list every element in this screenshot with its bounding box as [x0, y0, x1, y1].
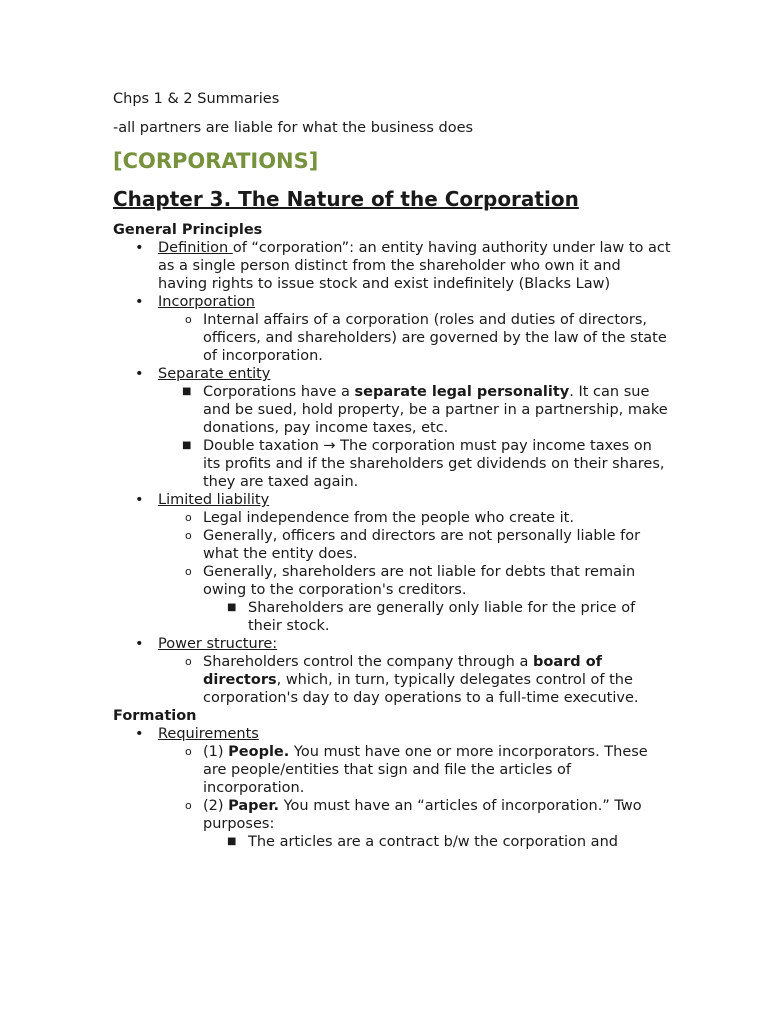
circle-bullet-icon: o — [185, 511, 192, 524]
bullet-icon: • — [135, 240, 144, 256]
formation-heading: Formation — [113, 708, 197, 724]
list-item-limited-liability — [113, 491, 673, 635]
list-item-requirements — [113, 725, 673, 851]
square-bullet-icon: ■ — [182, 440, 192, 451]
power-structure-label: Power structure: — [158, 636, 278, 652]
list-item: ■ Shareholders are generally only liable for the price of their stock. — [227, 600, 636, 634]
summary-note: Chps 1 & 2 Summaries — [113, 91, 280, 107]
circle-bullet-icon: o — [185, 799, 192, 812]
incorporation-label: Incorporation — [158, 294, 255, 310]
circle-bullet-icon: o — [185, 655, 192, 668]
definition-label: Definition — [158, 240, 233, 256]
general-principles-list — [113, 239, 673, 707]
list-item-separate-entity — [113, 365, 673, 491]
circle-bullet-icon: o — [185, 529, 192, 542]
corporations-heading: [CORPORATIONS] — [113, 149, 319, 173]
list-item-incorporation — [113, 293, 673, 365]
bullet-icon: • — [135, 366, 144, 382]
partners-note: -all partners are liable for what the business does — [113, 120, 474, 136]
list-item: ■ Double taxation → The corporation must pay income taxes on its profits and if the shareholders get dividends on their shares, they are taxed again. — [182, 438, 665, 490]
bullet-icon: • — [135, 636, 144, 652]
list-item: o (2) Paper. You must have an “articles of incorporation.” Two purposes: ■ The articles are a contract b/w the corporation and — [113, 797, 673, 851]
requirements-label: Requirements — [158, 726, 259, 742]
definition-text: of “corporation”: an entity having authority under law to act as a single person distinct from the shareholder who own it and having rights to issue stock and exist indefinitely (Blacks Law) — [158, 240, 671, 292]
limited-liability-label: Limited liability — [158, 492, 270, 508]
list-item-power-structure — [113, 635, 673, 707]
formation-list — [113, 725, 673, 851]
list-item: ■ The articles are a contract b/w the corporation and — [227, 834, 618, 850]
list-item: o Generally, officers and directors are not personally liable for what the entity does. — [185, 528, 641, 562]
document-page — [113, 90, 673, 851]
bullet-icon: • — [135, 294, 144, 310]
square-bullet-icon: ■ — [227, 602, 237, 613]
square-bullet-icon: ■ — [182, 386, 192, 397]
circle-bullet-icon: o — [185, 565, 192, 578]
list-item-definition — [113, 239, 673, 293]
separate-entity-label: Separate entity — [158, 366, 271, 382]
circle-bullet-icon: o — [185, 745, 192, 758]
bullet-icon: • — [135, 726, 144, 742]
list-item: o (1) People. You must have one or more incorporators. These are people/entities that sign and file the articles of incorporation. — [185, 744, 648, 796]
square-bullet-icon: ■ — [227, 836, 237, 847]
list-item: o Internal affairs of a corporation (roles and duties of directors, officers, and shareholders) are governed by the law of the state of incorporation. — [185, 312, 667, 364]
list-item: o Legal independence from the people who create it. — [185, 510, 574, 526]
list-item: o Generally, shareholders are not liable for debts that remain owing to the corporation's creditors. ■ Shareholders are generally only liable for the price of their stock. — [113, 563, 673, 635]
bullet-icon: • — [135, 492, 144, 508]
general-principles-heading: General Principles — [113, 222, 263, 238]
list-item: o Shareholders control the company through a board of directors, which, in turn, typically delegates control of the corporation's day to day operations to a full-time executive. — [185, 654, 639, 706]
list-item: ■ Corporations have a separate legal personality. It can sue and be sued, hold property, be a partner in a partnership, make donations, pay income taxes, etc. — [182, 384, 668, 436]
circle-bullet-icon: o — [185, 313, 192, 326]
chapter-title: Chapter 3. The Nature of the Corporation — [113, 187, 579, 211]
